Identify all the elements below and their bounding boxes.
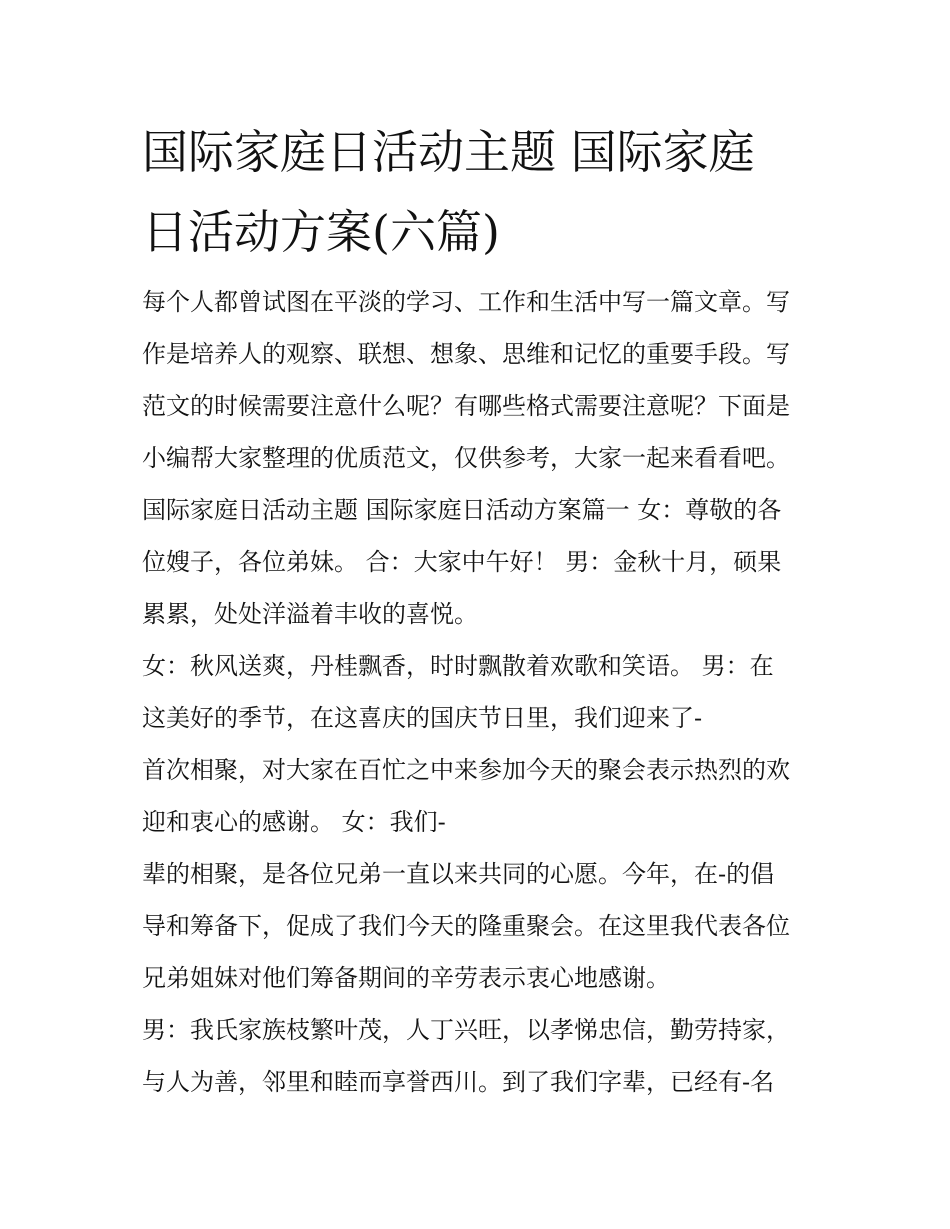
body-line: 这美好的季节，在这喜庆的国庆节日里，我们迎来了- <box>142 704 703 732</box>
document-title <box>142 112 822 272</box>
body-line: 女：秋风送爽，丹桂飘香，时时飘散着欢歌和笑语。 男：在 <box>142 652 774 680</box>
body-line: 累累，处处洋溢着丰收的喜悦。 <box>142 600 478 628</box>
title-line-1: 国际家庭日活动主题 国际家庭 <box>142 125 755 179</box>
body-line: 迎和衷心的感谢。 女：我们- <box>142 808 446 836</box>
body-line: 每个人都曾试图在平淡的学习、工作和生活中写一篇文章。写 <box>142 288 790 316</box>
body-line: 小编帮大家整理的优质范文，仅供参考，大家一起来看看吧。 <box>142 444 790 472</box>
body-line: 作是培养人的观察、联想、想象、思维和记忆的重要手段。写 <box>142 340 790 368</box>
body-line: 兄弟姐妹对他们筹备期间的辛劳表示衷心地感谢。 <box>142 964 670 992</box>
body-line: 与人为善，邻里和睦而享誉西川。到了我们字辈，已经有-名 <box>142 1068 775 1096</box>
body-line: 男：我氏家族枝繁叶茂，人丁兴旺，以孝悌忠信，勤劳持家， <box>142 1016 790 1044</box>
body-line: 范文的时候需要注意什么呢？有哪些格式需要注意呢？下面是 <box>142 392 790 420</box>
body-line: 国际家庭日活动主题 国际家庭日活动方案篇一 女：尊敬的各 <box>142 496 782 524</box>
body-line: 首次相聚，对大家在百忙之中来参加今天的聚会表示热烈的欢 <box>142 756 790 784</box>
body-line: 辈的相聚，是各位兄弟一直以来共同的心愿。今年，在-的倡 <box>142 860 775 888</box>
body-line: 位嫂子，各位弟妹。 合：大家中午好！ 男：金秋十月，硕果 <box>142 548 782 576</box>
body-line: 导和筹备下，促成了我们今天的隆重聚会。在这里我代表各位 <box>142 912 790 940</box>
document-body <box>142 276 822 1108</box>
title-line-2: 日活动方案(六篇) <box>142 205 500 259</box>
